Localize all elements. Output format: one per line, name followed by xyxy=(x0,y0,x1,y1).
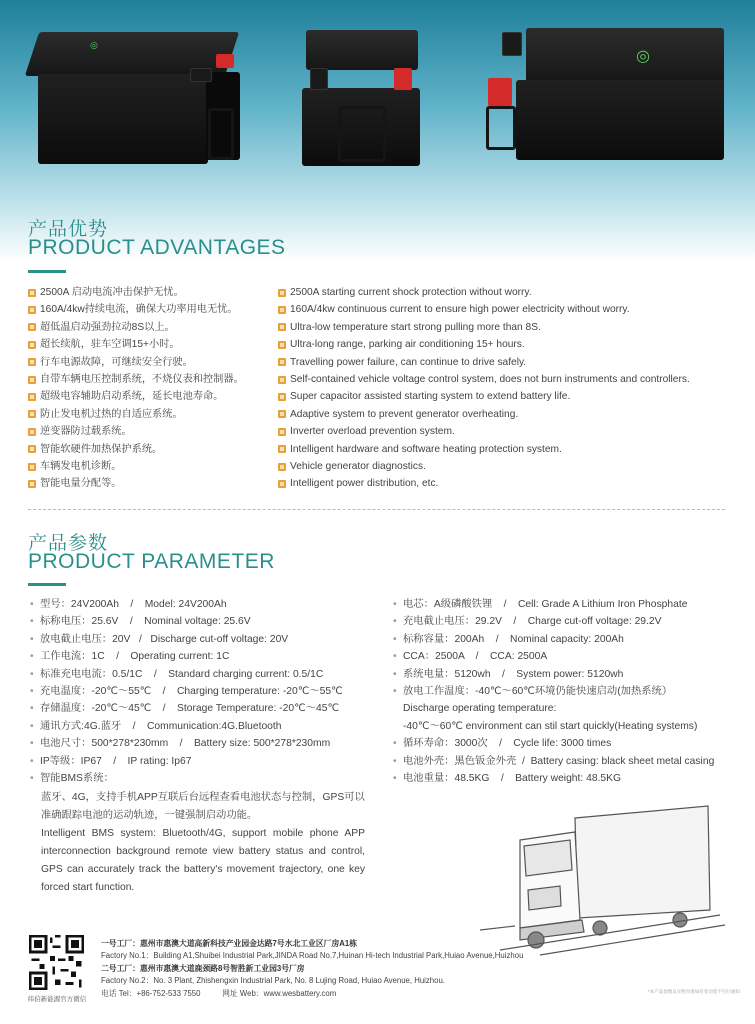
parameter-text: Discharge operating temperature: xyxy=(403,703,557,715)
advantage-item xyxy=(28,458,244,475)
advantage-text: 超级电容辅助启动系统，延长电池寿命。 xyxy=(40,391,224,403)
battery-photo-front-angle xyxy=(28,28,243,178)
bullet-icon: • xyxy=(30,616,34,628)
advantage-item xyxy=(28,388,244,405)
advantage-item xyxy=(28,354,244,371)
product-photo-band xyxy=(0,0,755,262)
bullet-icon xyxy=(28,428,36,436)
bullet-icon xyxy=(28,341,36,349)
advantage-text: 车辆发电机诊断。 xyxy=(40,460,122,472)
bullet-icon xyxy=(28,463,36,471)
advantage-text: Super capacitor assisted starting system to extend battery life. xyxy=(290,391,571,403)
advantage-text: 160A/4kw持续电流，确保大功率用电无忧。 xyxy=(40,304,238,316)
advantage-item xyxy=(278,475,690,492)
parameter-text: 存储温度：-20℃～45℃ / Storage Temperature: -20℃～45℃ xyxy=(40,703,340,715)
parameter-item xyxy=(30,683,343,700)
bullet-icon xyxy=(278,306,286,314)
advantages-title-en: PRODUCT ADVANTAGES xyxy=(28,236,286,259)
advantage-text: 自带车辆电压控制系统，不烧仪表和控制器。 xyxy=(40,373,244,385)
advantage-item xyxy=(28,423,244,440)
bullet-icon xyxy=(278,323,286,331)
advantage-text: 行车电源故障，可继续安全行驶。 xyxy=(40,356,193,368)
parameter-item xyxy=(30,753,343,770)
battery-photo-end-view xyxy=(300,28,422,168)
battery-photo-side-view xyxy=(486,24,726,144)
bullet-icon xyxy=(28,306,36,314)
bullet-icon: • xyxy=(393,668,397,680)
advantage-text: 超长续航，驻车空调15+小时。 xyxy=(40,339,180,351)
factory-info xyxy=(101,938,523,1000)
parameter-text: 充电截止电压：29.2V / Charge cut-off voltage: 29.2V xyxy=(403,616,662,628)
advantage-item xyxy=(28,475,244,492)
bullet-icon xyxy=(278,463,286,471)
advantage-item xyxy=(278,441,690,458)
truck-illustration xyxy=(480,800,730,960)
parameter-item xyxy=(30,666,343,683)
parameter-text: 智能BMS系统： xyxy=(40,773,114,785)
bullet-icon xyxy=(28,289,36,297)
parameter-text: 放电工作温度：-40℃～60℃环境仍能快速启动(加热系统） xyxy=(403,686,673,698)
parameter-text: 循环寿命：3000次 / Cycle life: 3000 times xyxy=(403,738,612,750)
bullet-icon: • xyxy=(30,720,34,732)
advantage-text: Intelligent hardware and software heating protection system. xyxy=(290,443,562,455)
parameter-item xyxy=(393,666,714,683)
advantage-text: Vehicle generator diagnostics. xyxy=(290,460,426,472)
parameter-text: 型号：24V200Ah / Model: 24V200Ah xyxy=(40,599,227,610)
advantage-item xyxy=(278,336,690,353)
section-underline xyxy=(28,270,66,273)
bullet-icon: • xyxy=(30,738,34,750)
factory1-en: Factory No.1：Building A1,Shuibei Industrial Park,JINDA Road No.7,Huinan Hi-tech Industrial Park,Huiao Avenue,Huizhou xyxy=(101,951,524,961)
bullet-icon: • xyxy=(393,738,397,750)
qr-code[interactable] xyxy=(29,935,84,990)
bullet-icon: • xyxy=(393,599,397,610)
bullet-icon: • xyxy=(30,651,34,663)
advantage-item xyxy=(28,319,244,336)
section-underline xyxy=(28,583,66,586)
advantage-item xyxy=(28,441,244,458)
parameter-text: 放电截止电压：20V / Discharge cut-off voltage: 20V xyxy=(40,633,289,645)
bullet-icon: • xyxy=(393,616,397,628)
advantage-text: Travelling power failure, can continue to drive safely. xyxy=(290,356,527,368)
parameter-list-right xyxy=(393,596,714,787)
parameter-item xyxy=(393,735,714,752)
bullet-icon xyxy=(278,410,286,418)
bullet-icon: • xyxy=(30,633,34,645)
bullet-icon: • xyxy=(30,599,34,610)
parameter-item xyxy=(393,631,714,648)
parameter-item xyxy=(30,613,343,630)
bullet-icon xyxy=(393,718,403,735)
parameter-item xyxy=(393,648,714,665)
parameter-text: 充电温度：-20℃～55℃ / Charging temperature: -20℃～55℃ xyxy=(40,686,343,698)
bullet-icon: • xyxy=(393,773,397,785)
parameter-text: 电池外壳：黑色钣金外壳 / Battery casing: black sheet metal casing xyxy=(403,755,715,767)
parameter-text: 工作电流：1C / Operating current: 1C xyxy=(40,651,230,663)
advantage-item xyxy=(278,388,690,405)
bullet-icon xyxy=(278,358,286,366)
bullet-icon: • xyxy=(393,755,397,767)
advantage-item xyxy=(28,406,244,423)
advantage-item xyxy=(278,458,690,475)
advantage-item xyxy=(278,371,690,388)
logo-icon: ◎ xyxy=(636,48,650,65)
advantage-item xyxy=(278,423,690,440)
bullet-icon: • xyxy=(393,633,397,645)
advantage-text: 防止发电机过热的自适应系统。 xyxy=(40,408,183,420)
advantage-item xyxy=(278,354,690,371)
bullet-icon xyxy=(28,393,36,401)
bullet-icon xyxy=(278,376,286,384)
parameter-item xyxy=(393,613,714,630)
parameter-title-en: PRODUCT PARAMETER xyxy=(28,550,275,573)
advantage-item xyxy=(28,336,244,353)
bullet-icon: • xyxy=(30,755,34,767)
advantage-text: Adaptive system to prevent generator overheating. xyxy=(290,408,519,420)
parameter-item xyxy=(393,596,714,613)
parameter-text: 标称容量：200Ah / Nominal capacity: 200Ah xyxy=(403,633,624,645)
bullet-icon xyxy=(393,700,403,717)
parameter-item xyxy=(393,753,714,770)
parameter-item xyxy=(30,596,343,613)
parameter-text: 标准充电电流：0.5/1C / Standard charging current: 0.5/1C xyxy=(40,668,324,680)
factory2-en: Factory No.2：No. 3 Plant, Zhishengxin Industrial Park, No. 8 Lujing Road, Huiao Avenue, Huizhou. xyxy=(101,976,445,986)
bullet-icon xyxy=(278,428,286,436)
advantage-item xyxy=(278,301,690,318)
parameter-text: 电芯：A级磷酸铁锂 / Cell: Grade A Lithium Iron Phosphate xyxy=(403,599,688,610)
section-divider xyxy=(28,509,725,510)
bullet-icon xyxy=(28,323,36,331)
fine-print: *本产品参数以实物为准如有变动恕不另行通知 xyxy=(648,989,740,994)
bullet-icon: • xyxy=(30,773,34,785)
parameter-item xyxy=(393,683,714,700)
factory1-cn: 一号工厂：惠州市惠澳大道高新科技产业园金达路7号水北工业区厂房A1栋 xyxy=(101,939,358,948)
advantage-text: Intelligent power distribution, etc. xyxy=(290,478,439,490)
advantage-item xyxy=(278,406,690,423)
parameter-item xyxy=(393,770,714,787)
parameter-text: 通讯方式:4G.蓝牙 / Communication:4G.Bluetooth xyxy=(40,720,282,732)
bullet-icon xyxy=(278,393,286,401)
advantage-item xyxy=(278,284,690,301)
parameter-item xyxy=(30,631,343,648)
advantage-item xyxy=(28,371,244,388)
bullet-icon xyxy=(28,358,36,366)
bullet-icon: • xyxy=(393,651,397,663)
logo-icon: ◎ xyxy=(90,40,98,50)
advantage-text: 超低温启动强劲拉动8S以上。 xyxy=(40,321,175,333)
bullet-icon xyxy=(278,480,286,488)
advantage-text: Self-contained vehicle voltage control system, does not burn instruments and controllers. xyxy=(290,373,690,385)
parameter-text: -40℃～60℃ environment can stil start quickly(Heating systems) xyxy=(403,720,698,732)
advantage-text: Ultra-long range, parking air conditioning 15+ hours. xyxy=(290,339,525,351)
advantage-item xyxy=(28,284,244,301)
parameter-text: 标称电压：25.6V / Nominal voltage: 25.6V xyxy=(40,616,251,628)
parameter-text: 系统电量：5120wh / System power: 5120wh xyxy=(403,668,624,680)
parameter-item xyxy=(393,700,714,717)
parameter-item xyxy=(30,700,343,717)
advantage-item xyxy=(278,319,690,336)
advantage-text: 2500A starting current shock protection without worry. xyxy=(290,287,532,298)
advantages-list-cn xyxy=(28,284,244,493)
bms-description-en: Intelligent BMS system: Bluetooth/4G, support mobile phone APP interconnection background remote view battery status and control, GPS can accurately track the battery's movement trajectory, one key forced start function. xyxy=(41,828,365,893)
advantage-text: Inverter overload prevention system. xyxy=(290,426,455,438)
bullet-icon xyxy=(278,445,286,453)
bullet-icon xyxy=(278,289,286,297)
bullet-icon: • xyxy=(30,668,34,680)
bms-description-cn: 蓝牙、4G，支持手机APP互联后台远程查看电池状态与控制，GPS可以准确跟踪电池的运动轨迹，一键强制启动功能。 xyxy=(41,792,365,821)
contact-line: 电话 Tel：+86-752-533 7550 网址 Web：www.wesbattery.com xyxy=(101,988,337,998)
bullet-icon xyxy=(28,480,36,488)
parameter-text: 电池重量：48.5KG / Battery weight: 48.5KG xyxy=(403,773,622,785)
bullet-icon xyxy=(28,445,36,453)
advantage-text: 2500A 启动电流冲击保护无忧。 xyxy=(40,287,184,298)
bullet-icon xyxy=(28,410,36,418)
advantage-text: 逆变器防过载系统。 xyxy=(40,426,132,438)
parameter-item xyxy=(30,735,343,752)
advantage-text: Ultra-low temperature start strong pulling more than 8S. xyxy=(290,321,541,333)
qr-caption: 纬伯新能源官方微信 xyxy=(27,996,87,1003)
advantage-text: 智能软硬件加热保护系统。 xyxy=(40,443,163,455)
parameter-text: CCA：2500A / CCA: 2500A xyxy=(403,651,548,663)
advantage-item xyxy=(28,301,244,318)
bullet-icon: • xyxy=(30,703,34,715)
parameter-text: IP等级：IP67 / IP rating: Ip67 xyxy=(40,755,192,767)
bullet-icon: • xyxy=(30,686,34,698)
factory2-cn: 二号工厂：惠州市惠澳大道鹿颈路8号智胜新工业园3号厂房 xyxy=(101,963,305,973)
parameter-item xyxy=(30,648,343,665)
bullet-icon xyxy=(278,341,286,349)
parameter-title-cn: 产品参数 xyxy=(28,533,109,554)
parameter-list-left xyxy=(30,596,343,787)
advantages-list-en xyxy=(278,284,690,493)
parameter-item xyxy=(393,718,714,735)
advantage-text: 160A/4kw continuous current to ensure high power electricity without worry. xyxy=(290,304,630,316)
bullet-icon xyxy=(28,376,36,384)
parameter-item xyxy=(30,718,343,735)
advantage-text: 智能电量分配等。 xyxy=(40,478,122,490)
parameter-text: 电池尺寸：500*278*230mm / Battery size: 500*278*230mm xyxy=(40,738,331,750)
parameter-item xyxy=(30,770,343,787)
advantages-title-cn: 产品优势 xyxy=(28,219,109,240)
bullet-icon: • xyxy=(393,686,397,698)
